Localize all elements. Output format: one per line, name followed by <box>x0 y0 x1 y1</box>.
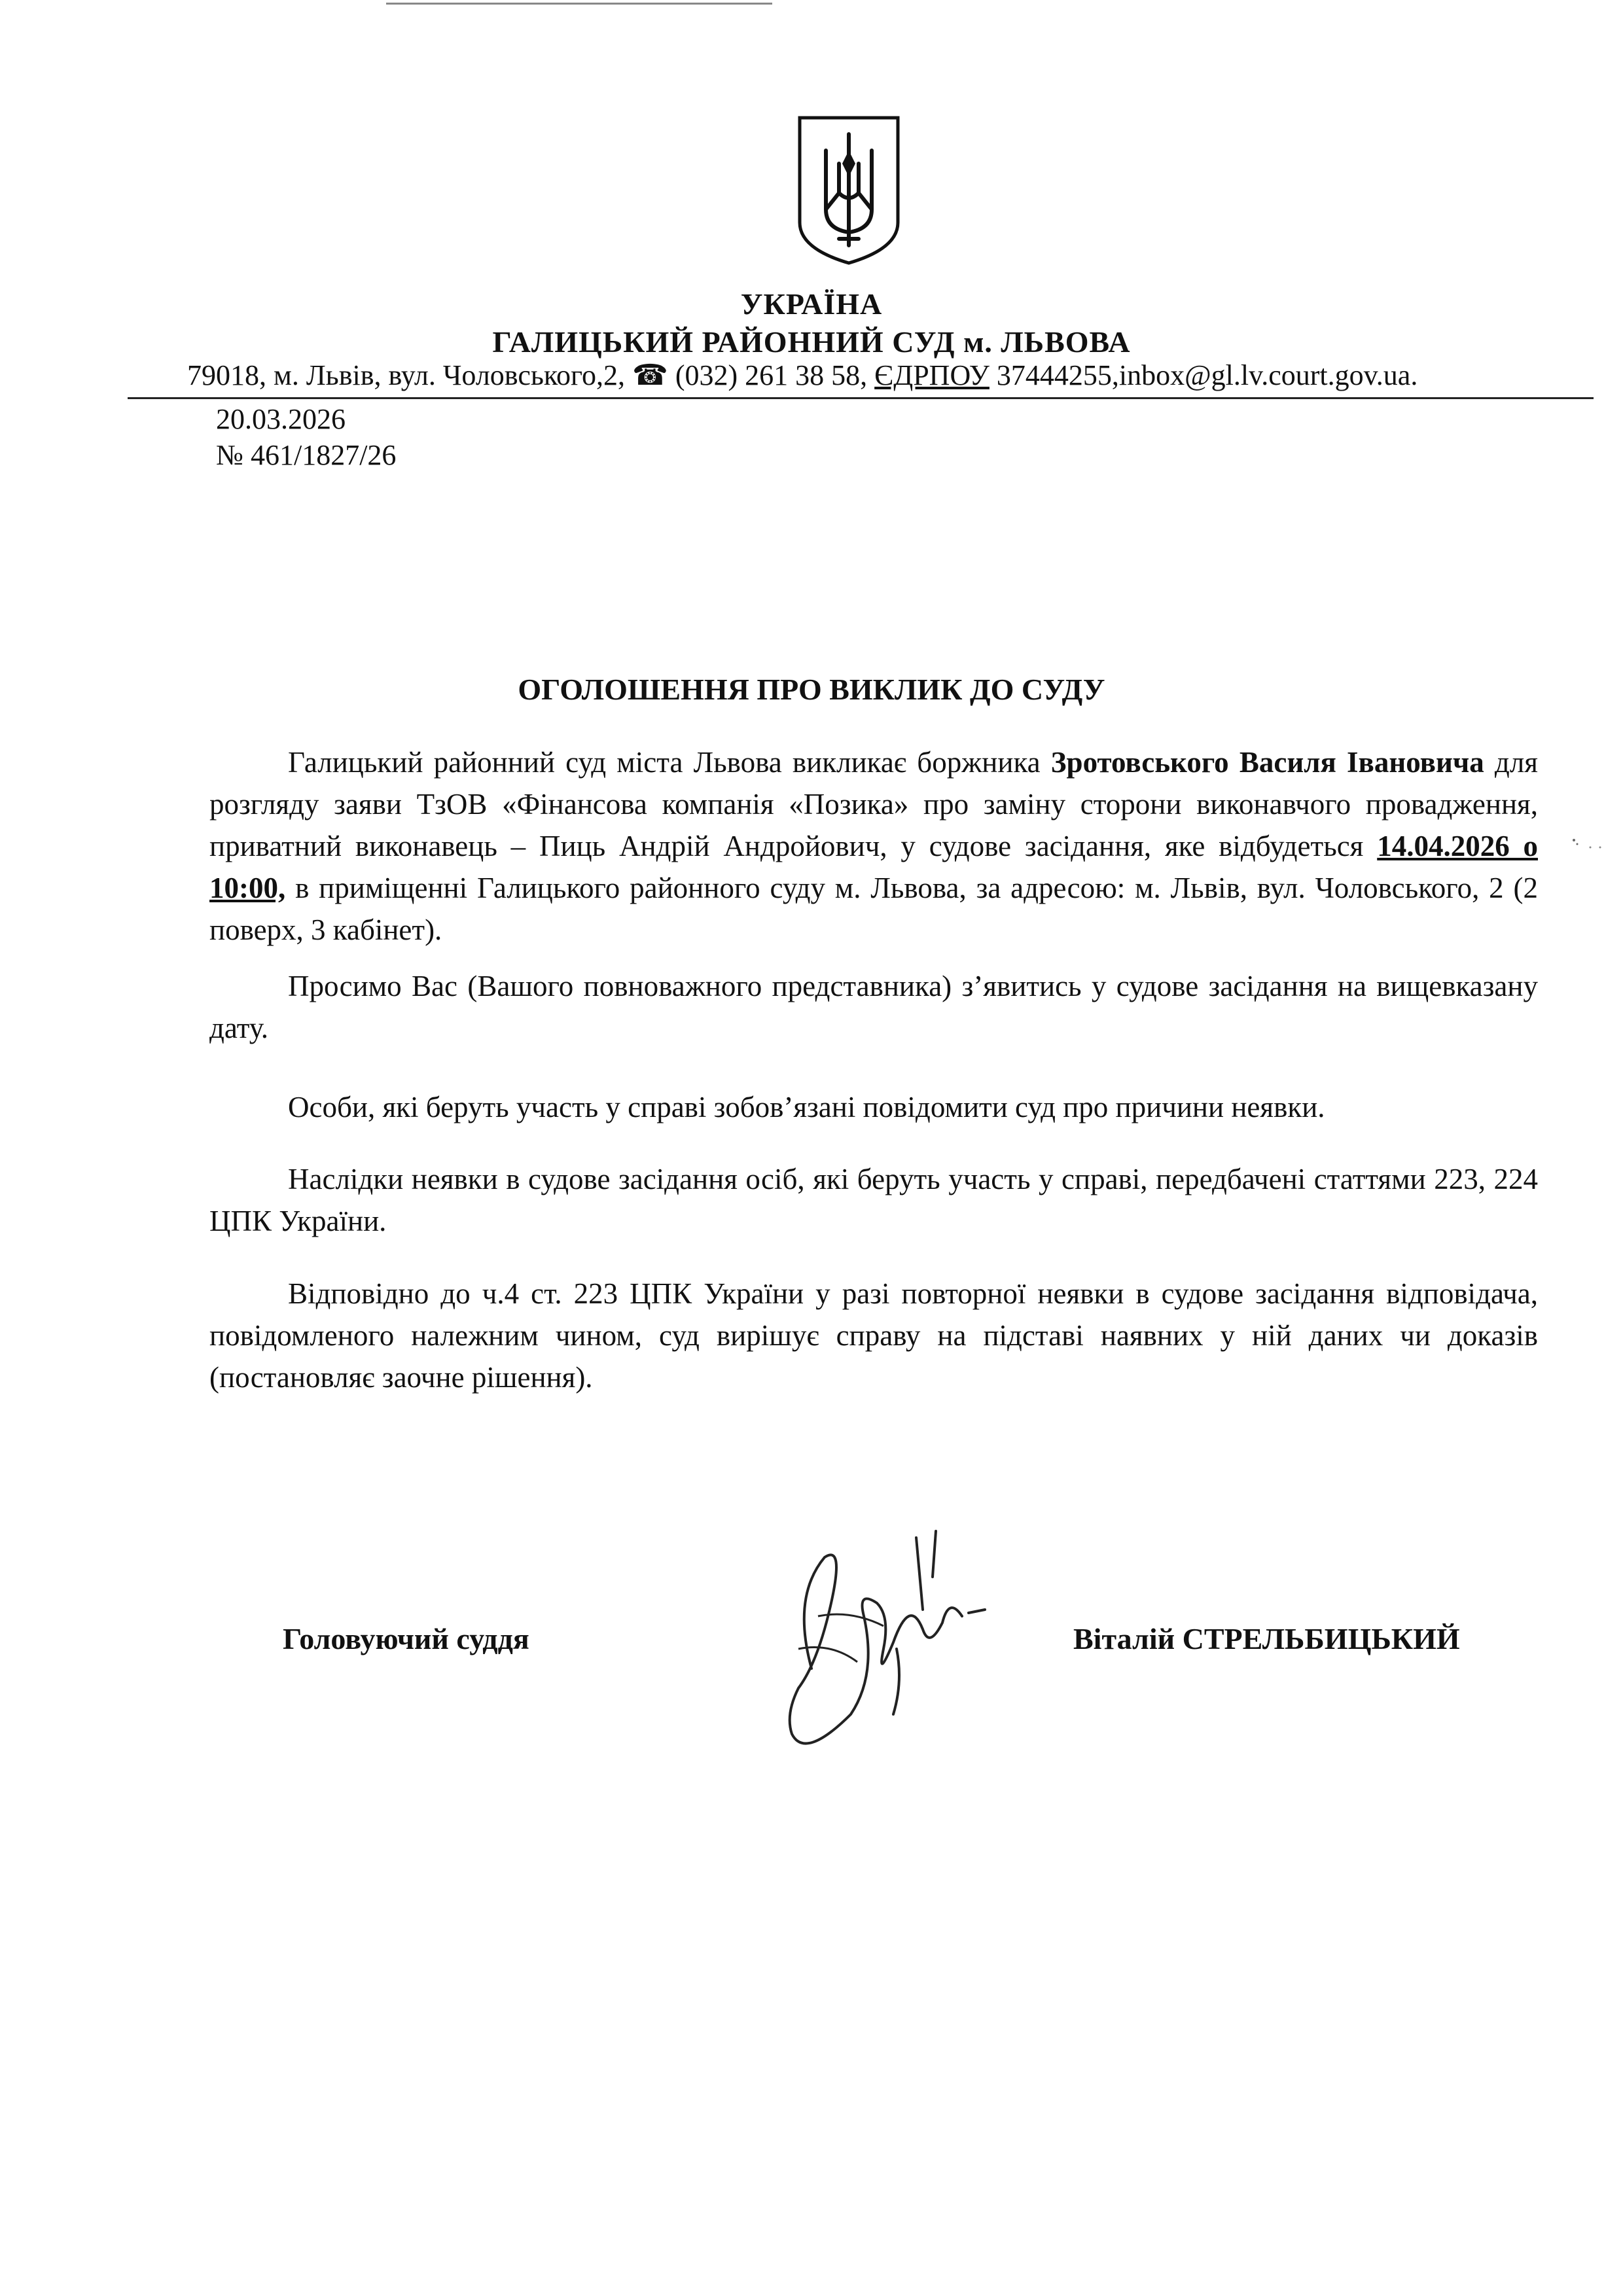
debtor-name: Зротовського Василя Івановича <box>1050 746 1484 779</box>
request-text: Просимо Вас (Вашого повноважного представника) з’явитись у судове засідання на вищевказану дату. <box>209 970 1538 1044</box>
paragraph-notify <box>209 1086 1538 1128</box>
phone-icon: ☎ <box>632 359 668 391</box>
hearing-datetime: 14.04.2026 о 10:00, <box>209 830 1539 904</box>
scan-speck-icon <box>1571 838 1610 851</box>
paragraph-request <box>209 965 1538 1049</box>
document-date: 20.03.2026 <box>216 403 346 435</box>
coat-of-arms-icon <box>793 111 904 268</box>
summons-text-c: в приміщенні Галицького районного суду м. Львова, за адресою: м. Львів, вул. Чоловського, 2 (2 поверх, 3 кабінет). <box>209 872 1538 946</box>
judge-role: Головуючий суддя <box>283 1622 529 1655</box>
header-divider <box>128 397 1594 399</box>
judge-name: Віталій СТРЕЛЬБИЦЬКИЙ <box>1073 1622 1460 1655</box>
address-text: 79018, м. Львів, вул. Чоловського,2, <box>187 359 626 391</box>
summons-text-b: для розгляду заяви ТзОВ «Фінансова компанія «Позика» про заміну сторони виконавчого провадження, приватний виконавець – Пиць Андрій Андройович, у судове засідання, яке відбудеться <box>209 746 1538 862</box>
phone-number: (032) 261 38 58, <box>675 359 868 391</box>
scan-artifact-line <box>386 3 772 5</box>
document-title: ОГОЛОШЕННЯ ПРО ВИКЛИК ДО СУДУ <box>518 673 1105 706</box>
court-name: ГАЛИЦЬКИЙ РАЙОННИЙ СУД м. ЛЬВОВА <box>492 325 1131 359</box>
country-name: УКРАЇНА <box>740 287 883 321</box>
court-address-line <box>187 359 1418 392</box>
consequences-text: Наслідки неявки в судове засідання осіб, які беруть участь у справі, передбачені статтями 223, 224 ЦПК України. <box>209 1163 1538 1237</box>
default-judgment-text: Відповідно до ч.4 ст. 223 ЦПК України у разі повторної неявки в судове засідання відповідача, повідомленого належним чином, суд вирішує справу на підставі наявних у ній даних чи доказів (постановляє заочне рішення). <box>209 1277 1538 1394</box>
paragraph-default-judgment <box>209 1273 1538 1398</box>
notify-text: Особи, які беруть участь у справі зобов’язані повідомити суд про причини неявки. <box>288 1091 1325 1123</box>
edrpou-label: ЄДРПОУ <box>874 359 990 391</box>
handwritten-signature <box>753 1518 988 1767</box>
edrpou-email: 37444255,inbox@gl.lv.court.gov.ua. <box>996 359 1418 391</box>
paragraph-summons <box>209 741 1538 951</box>
case-number: № 461/1827/26 <box>216 439 397 471</box>
paragraph-consequences <box>209 1158 1538 1242</box>
summons-text-a: Галицький районний суд міста Львова викликає боржника <box>288 746 1051 779</box>
